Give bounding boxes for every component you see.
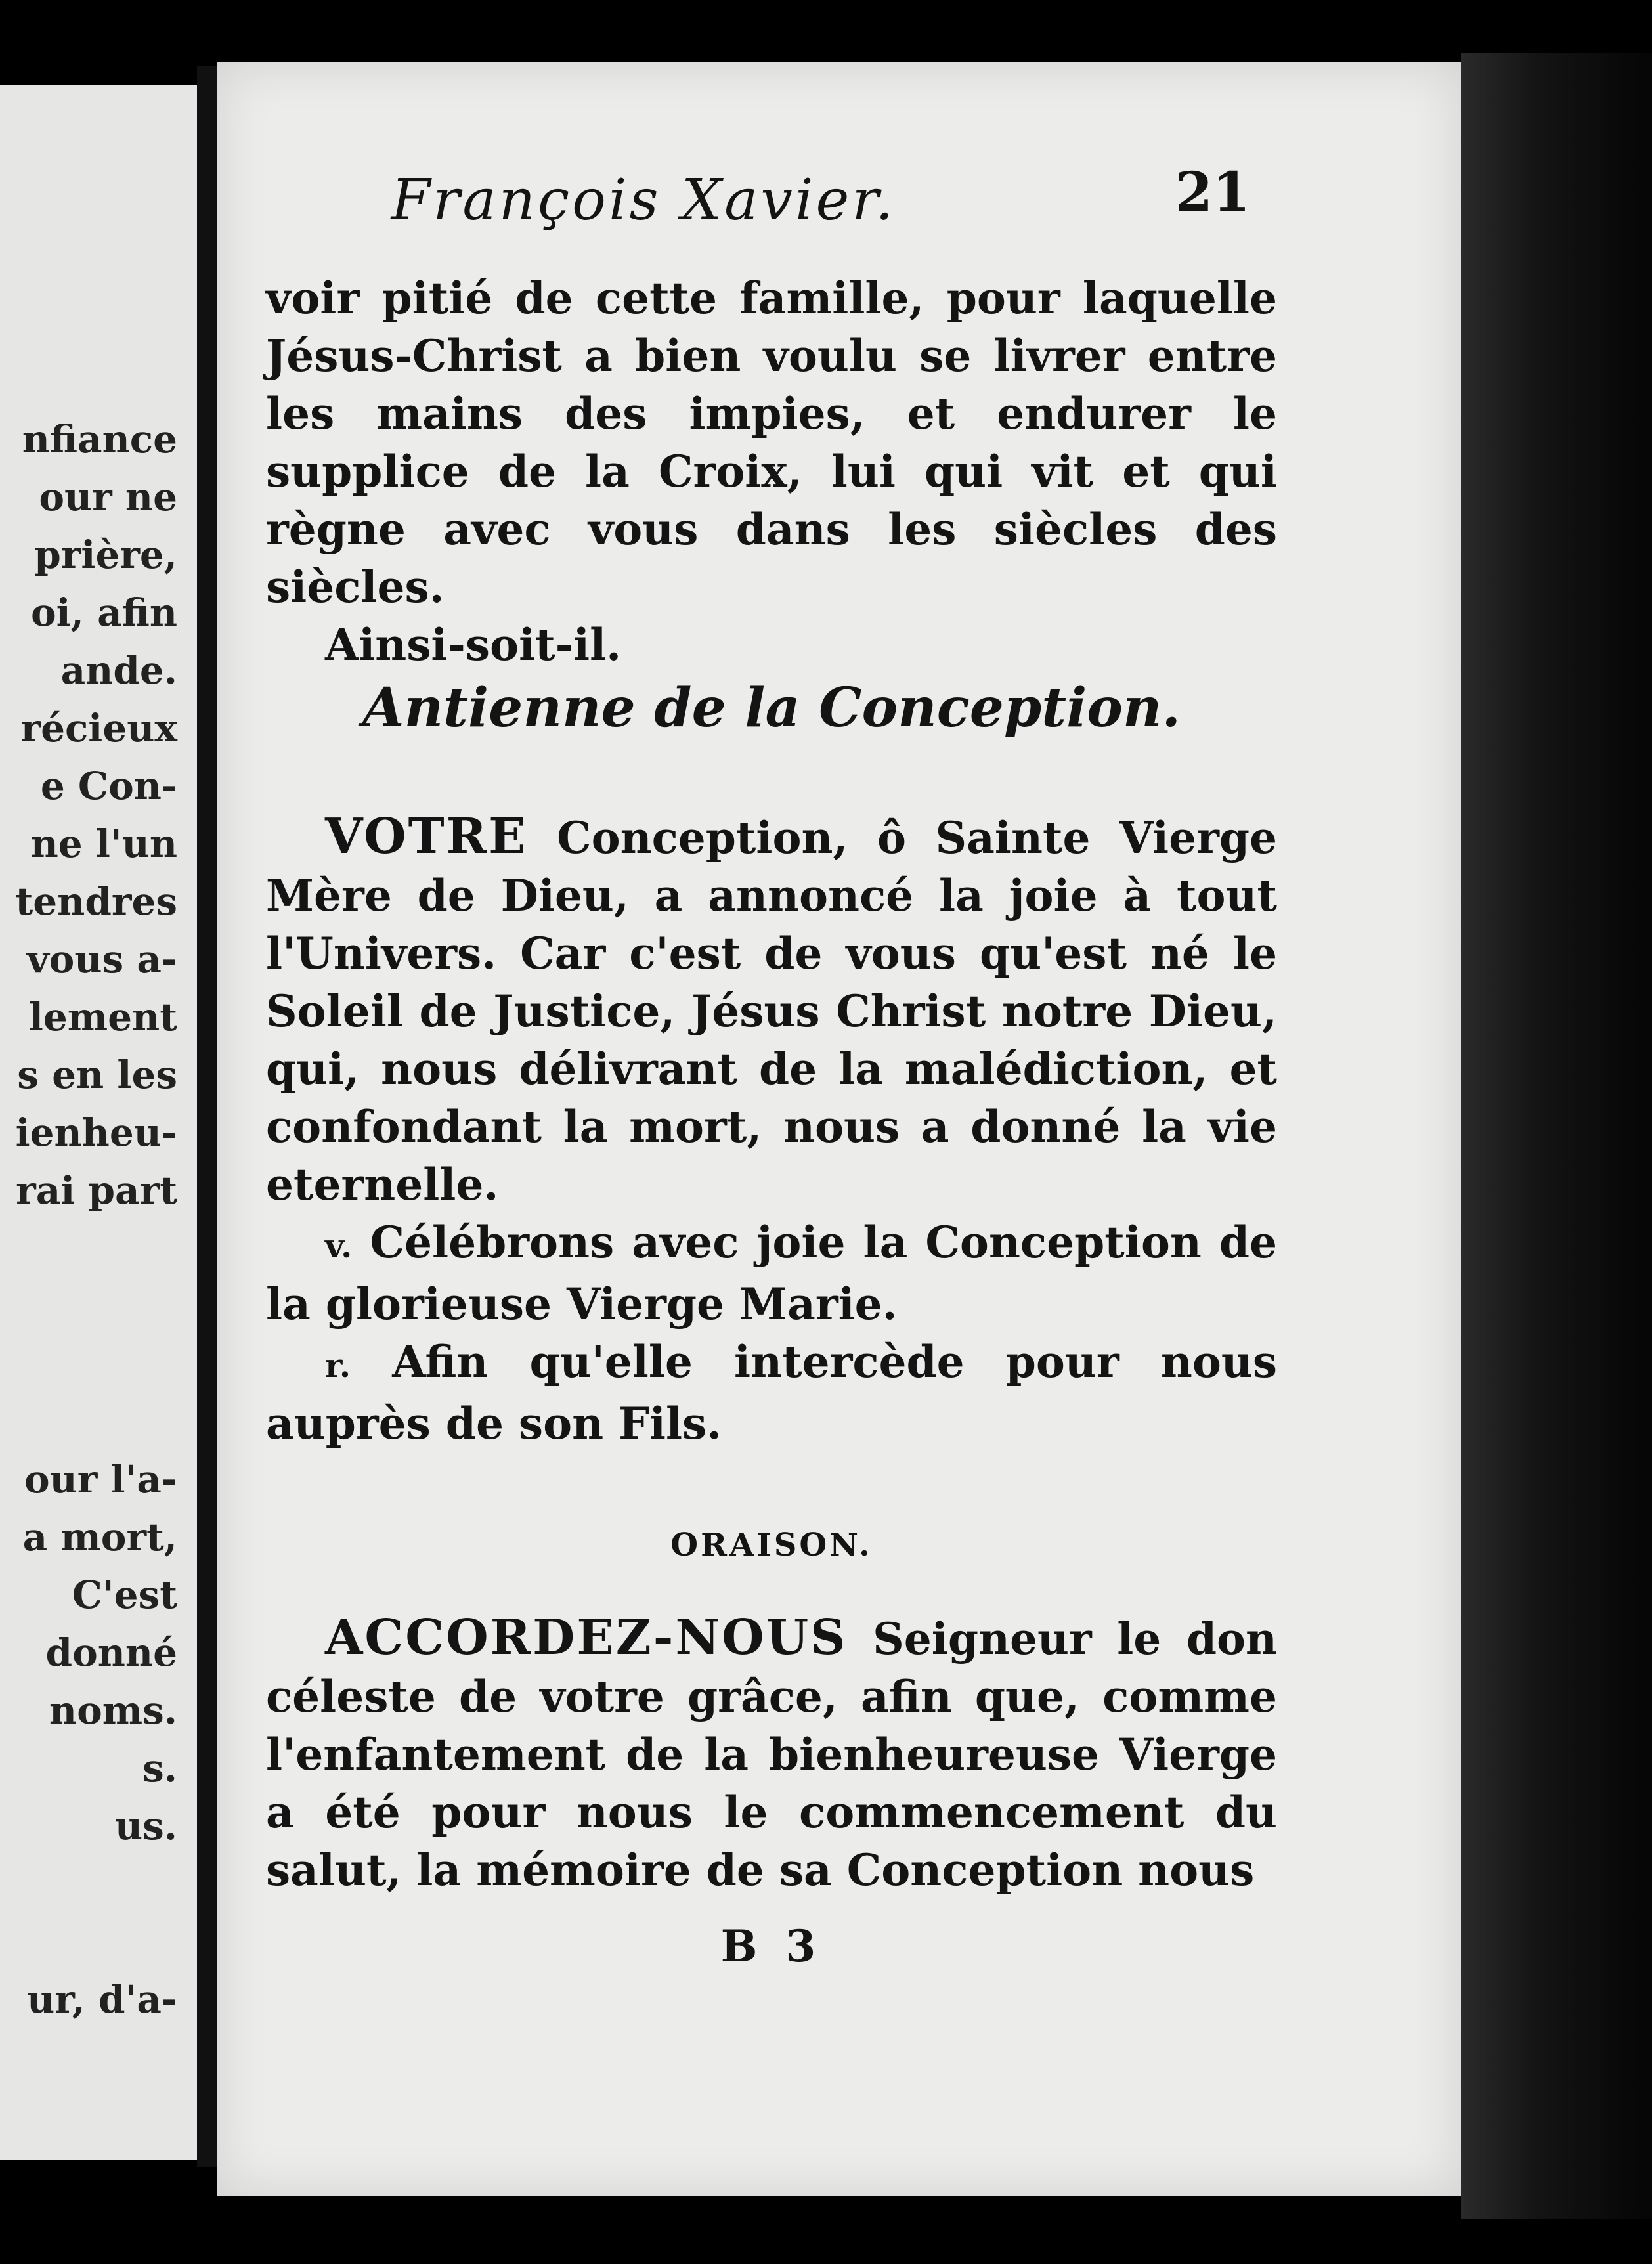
versicle-marker: v. [325, 1227, 353, 1265]
previous-page-line: oi, afin [30, 590, 177, 635]
section-heading: Antienne de la Conception. [362, 676, 1181, 739]
antienne-lead-word: VOTRE [325, 808, 528, 865]
antienne-text: Conception, ô Sainte Vierge Mère de Dieu, a annoncé la joie à tout l'Univers. Car c'est de vous qu'est né le Soleil de Justice, Jésus Christ notre Dieu, qui, nous délivrant de la malédiction, et confondant la mort, nous a donné la vie eternelle. [266, 812, 1277, 1210]
page-number: 21 [1175, 161, 1251, 224]
previous-page-line: our ne [39, 475, 177, 519]
book-edge [1461, 53, 1652, 2219]
running-head: François Xavier. [391, 167, 896, 233]
amen-line: Ainsi-soit-il. [325, 619, 622, 670]
previous-page-line: rai part [16, 1168, 177, 1213]
previous-page-line: e Con- [40, 764, 177, 808]
previous-page-line: ande. [60, 648, 177, 693]
previous-page-line: s en les [17, 1053, 177, 1097]
oraison-paragraph [266, 1609, 1277, 1899]
oraison-text: Seigneur le don céleste de votre grâce, afin que, comme l'enfantement de la bienheureuse Vierge a été pour nous le commencement du salut, la mémoire de sa Conception nous [266, 1613, 1277, 1896]
previous-page-line: C'est [72, 1573, 177, 1617]
signature-mark: B 3 [720, 1921, 823, 1972]
previous-page-line: s. [142, 1746, 177, 1791]
previous-page-line: a mort, [22, 1515, 177, 1559]
previous-page-line: prière, [34, 533, 177, 577]
antienne-paragraph [266, 808, 1277, 1452]
oraison-lead-word: ACCORDEZ-NOUS [325, 1609, 848, 1666]
previous-page-line: tendres [15, 879, 177, 924]
previous-page-line: ur, d'a- [27, 1977, 177, 2022]
previous-page-line: vous a- [26, 937, 177, 982]
closing-prayer-paragraph [266, 269, 1277, 674]
response-marker: r. [325, 1346, 351, 1385]
book-gutter [197, 66, 217, 2167]
previous-page-line: noms. [49, 1688, 177, 1733]
oraison-heading: ORAISON. [670, 1527, 873, 1563]
previous-page [0, 85, 197, 2160]
previous-page-line: ne l'un [30, 821, 177, 866]
versicle-text: Célébrons avec joie la Conception de la glorieuse Vierge Marie. [266, 1217, 1278, 1330]
previous-page-line: nfiance [22, 417, 177, 462]
previous-page-line: lement [28, 995, 177, 1039]
previous-page-line: our l'a- [24, 1457, 177, 1502]
previous-page-line: us. [114, 1804, 177, 1848]
previous-page-line: récieux [20, 706, 177, 751]
closing-prayer-text: voir pitié de cette famille, pour laquelle Jésus-Christ a bien voulu se livrer entre les mains des impies, et endurer le supplice de la Croix, lui qui vit et qui règne avec vous dans les siècles des siècles. [266, 272, 1277, 613]
response-text: Afin qu'elle intercède pour nous auprès de son Fils. [266, 1336, 1277, 1449]
previous-page-line: donné [45, 1630, 177, 1675]
previous-page-line: ienheu- [15, 1110, 177, 1155]
